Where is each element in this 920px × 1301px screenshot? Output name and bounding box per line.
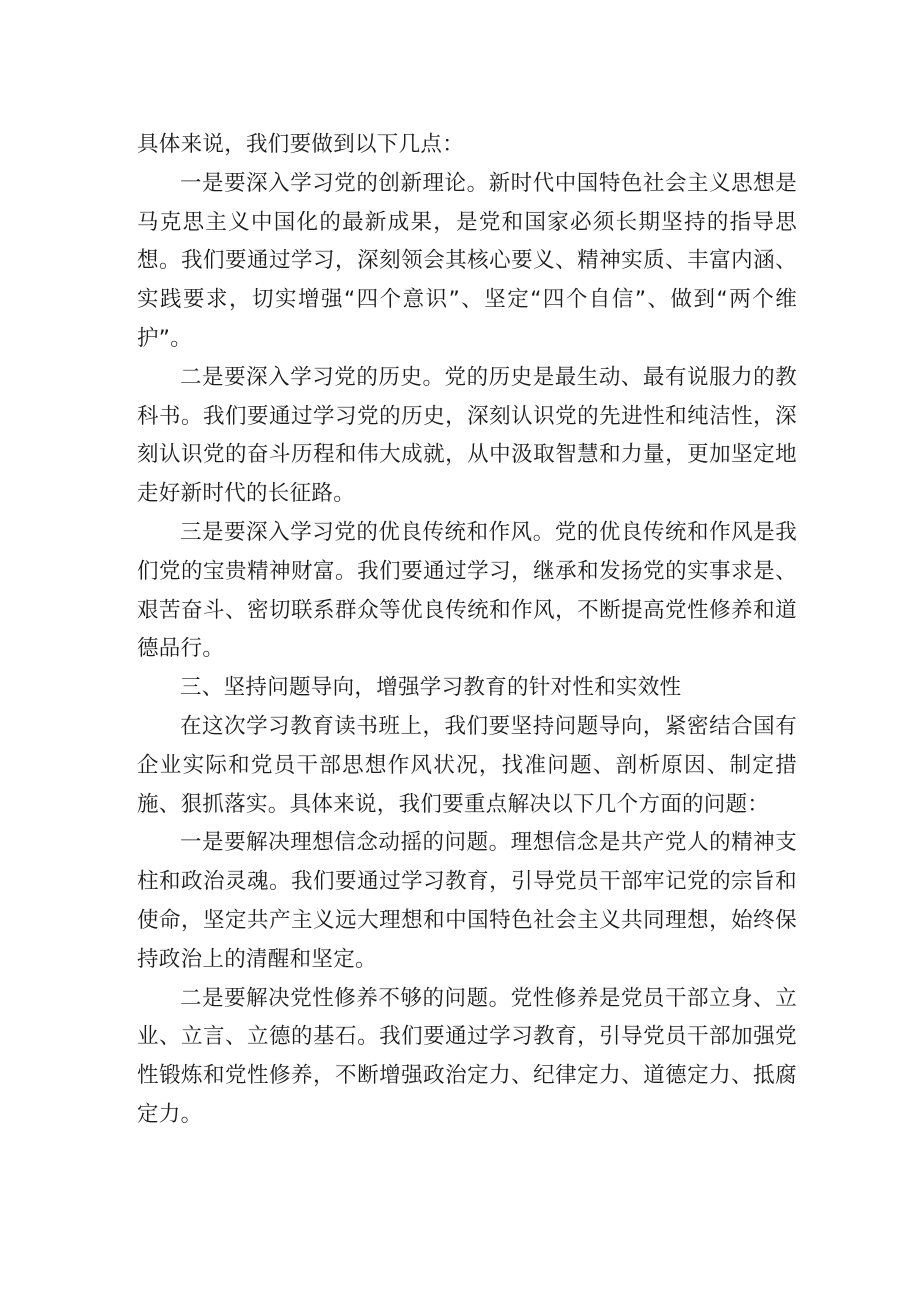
- section-heading-problem-orientation: 三、坚持问题导向，增强学习教育的针对性和实效性: [180, 675, 682, 701]
- paragraph-study-theory: 一是要深入学习党的创新理论。新时代中国特色社会主义思想是马克思主义中国化的最新成果，是党和国家必须长期坚持的指导思想。我们要通过学习，深刻领会其核心要义、精神实质、丰富内涵、实践要求，切实增强“四个意识”、坚定“四个自信”、做到“两个维护”。: [137, 170, 797, 351]
- paragraph-summary-intro: 具体来说，我们要做到以下几点：: [137, 132, 465, 157]
- document-body: [137, 126, 797, 1135]
- paragraph-party-spirit: 二是要解决党性修养不够的问题。党性修养是党员干部立身、立业、立言、立德的基石。我们要通过学习教育，引导党员干部加强党性锻炼和党性修养，不断增强政治定力、纪律定力、道德定力、抵腐定力。: [137, 985, 797, 1127]
- paragraph-ideals-beliefs: 一是要解决理想信念动摇的问题。理想信念是共产党人的精神支柱和政治灵魂。我们要通过学习教育，引导党员干部牢记党的宗旨和使命，坚定共产主义远大理想和中国特色社会主义共同理想，始终保持政治上的清醒和坚定。: [137, 830, 797, 972]
- paragraph-study-history: 二是要深入学习党的历史。党的历史是最生动、最有说服力的教科书。我们要通过学习党的历史，深刻认识党的先进性和纯洁性，深刻认识党的奋斗历程和伟大成就，从中汲取智慧和力量，更加坚定地走好新时代的长征路。: [137, 364, 797, 507]
- paragraph-problem-orientation: 在这次学习教育读书班上，我们要坚持问题导向，紧密结合国有企业实际和党员干部思想作风状况，找准问题、剖析原因、制定措施、狠抓落实。具体来说，我们要重点解决以下几个方面的问题：: [137, 713, 797, 817]
- paragraph-study-traditions: 三是要深入学习党的优良传统和作风。党的优良传统和作风是我们党的宝贵精神财富。我们要通过学习，继承和发扬党的实事求是、艰苦奋斗、密切联系群众等优良传统和作风，不断提高党性修养和道德品行。: [137, 519, 797, 662]
